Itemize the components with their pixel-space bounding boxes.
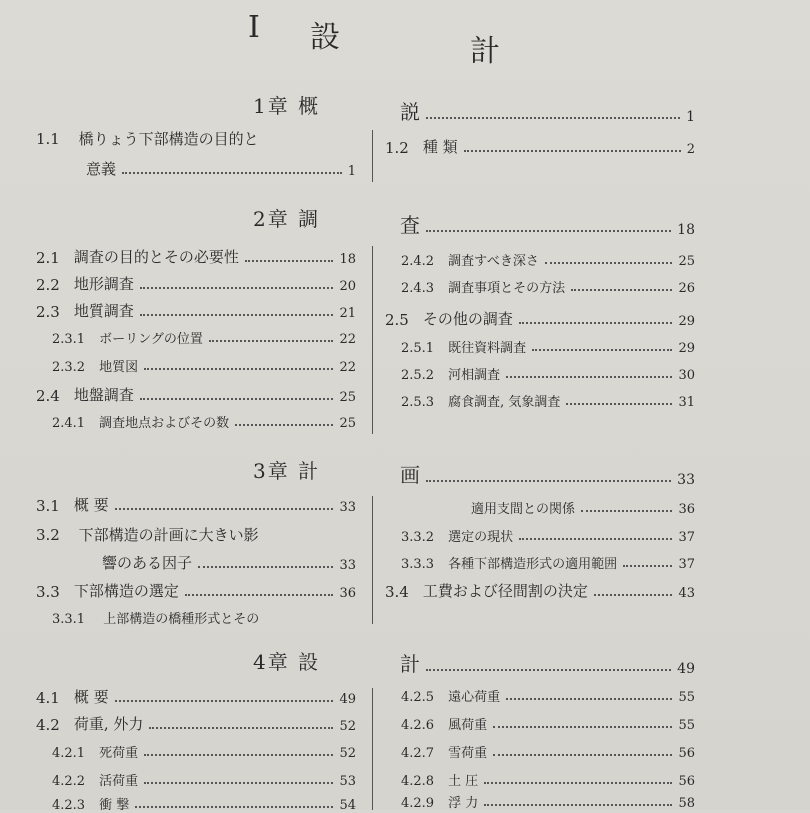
- chapter-page: 49: [677, 661, 695, 677]
- toc-entry: 4.2.5 遠心荷重 55: [401, 690, 695, 705]
- chapter-page: 18: [677, 222, 695, 238]
- chapter-page: 1: [686, 109, 695, 125]
- part-number: I: [248, 10, 262, 45]
- toc-entry: 4.2.1 死荷重 52: [52, 746, 356, 761]
- toc-entry: 2.3 地質調査 21: [36, 302, 356, 321]
- toc-entry: 2.4.2 調査すべき深さ 25: [401, 254, 695, 269]
- chapter-label: 2章 調: [253, 207, 321, 231]
- toc-entry: 2.1 調査の目的とその必要性 18: [36, 248, 356, 267]
- toc-entry: 4.2.6 風荷重 55: [401, 718, 695, 733]
- toc-entry: 3.1 概 要 33: [36, 496, 356, 515]
- toc-entry: 3.4 工費および径間割の決定 43: [385, 582, 695, 601]
- chapter-label: 3章 計: [253, 459, 321, 483]
- chapter-page: 33: [677, 472, 695, 488]
- part-title-char-2: 計: [470, 34, 502, 69]
- toc-entry: 4.2.3 衝 撃 54: [52, 798, 356, 813]
- chapter-title-end: 説: [400, 100, 420, 124]
- column-divider: [372, 246, 373, 434]
- chapter-title-end: 計: [400, 652, 420, 676]
- toc-entry: 4.2.7 雪荷重 56: [401, 746, 695, 761]
- toc-entry: 4.2.9 浮 力 58: [401, 796, 695, 811]
- toc-entry: 2.4.3 調査事項とその方法 26: [401, 281, 695, 296]
- toc-entry: 1.1 橋りょう下部構造の目的と: [36, 130, 259, 148]
- toc-entry: 1.2 種 類 2: [385, 138, 695, 157]
- toc-entry: 2.2 地形調査 20: [36, 275, 356, 294]
- toc-entry: 2.5 その他の調査 29: [385, 310, 695, 329]
- chapter-title-end: 査: [400, 213, 420, 237]
- toc-entry: 4.2 荷重, 外力 52: [36, 715, 356, 734]
- toc-entry: 2.5.2 河相調査 30: [401, 368, 695, 383]
- toc-entry: 響のある因子 33: [102, 554, 356, 573]
- toc-entry: 4.2.2 活荷重 53: [52, 774, 356, 789]
- chapter-4-heading: [0, 646, 810, 686]
- chapter-label: 1章 概: [253, 94, 321, 118]
- toc-entry: 3.2 下部構造の計画に大きい影: [36, 526, 259, 544]
- toc-entry: 3.3.3 各種下部構造形式の適用範囲 37: [401, 557, 695, 572]
- chapter-title-end: 画: [400, 463, 420, 487]
- part-title-char-1: 設: [310, 20, 342, 55]
- toc-entry: 4.2.8 土 圧 56: [401, 774, 695, 789]
- toc-entry: 2.4.1 調査地点およびその数 25: [52, 416, 356, 431]
- column-divider: [372, 496, 373, 624]
- toc-entry: 2.5.3 腐食調査, 気象調査 31: [401, 395, 695, 410]
- chapter-2-heading: [0, 203, 810, 243]
- toc-entry: 3.3.1 上部構造の橋種形式とその: [52, 612, 260, 627]
- toc-entry: 3.3.2 選定の現状 37: [401, 530, 695, 545]
- chapter-3-heading: [0, 455, 810, 495]
- toc-entry: 適用支間との関係 36: [471, 502, 695, 517]
- toc-entry: 2.5.1 既往資料調査 29: [401, 341, 695, 356]
- part-title: [0, 6, 810, 69]
- toc-entry: 2.4 地盤調査 25: [36, 386, 356, 405]
- toc-entry: 3.3 下部構造の選定 36: [36, 582, 356, 601]
- toc-entry: 意義 1: [86, 160, 356, 179]
- column-divider: [372, 688, 373, 810]
- column-divider: [372, 130, 373, 182]
- toc-entry: 2.3.1 ボーリングの位置 22: [52, 332, 356, 347]
- chapter-label: 4章 設: [253, 650, 321, 674]
- toc-entry: 2.3.2 地質図 22: [52, 360, 356, 375]
- toc-entry: 4.1 概 要 49: [36, 688, 356, 707]
- chapter-1-heading: [0, 90, 810, 130]
